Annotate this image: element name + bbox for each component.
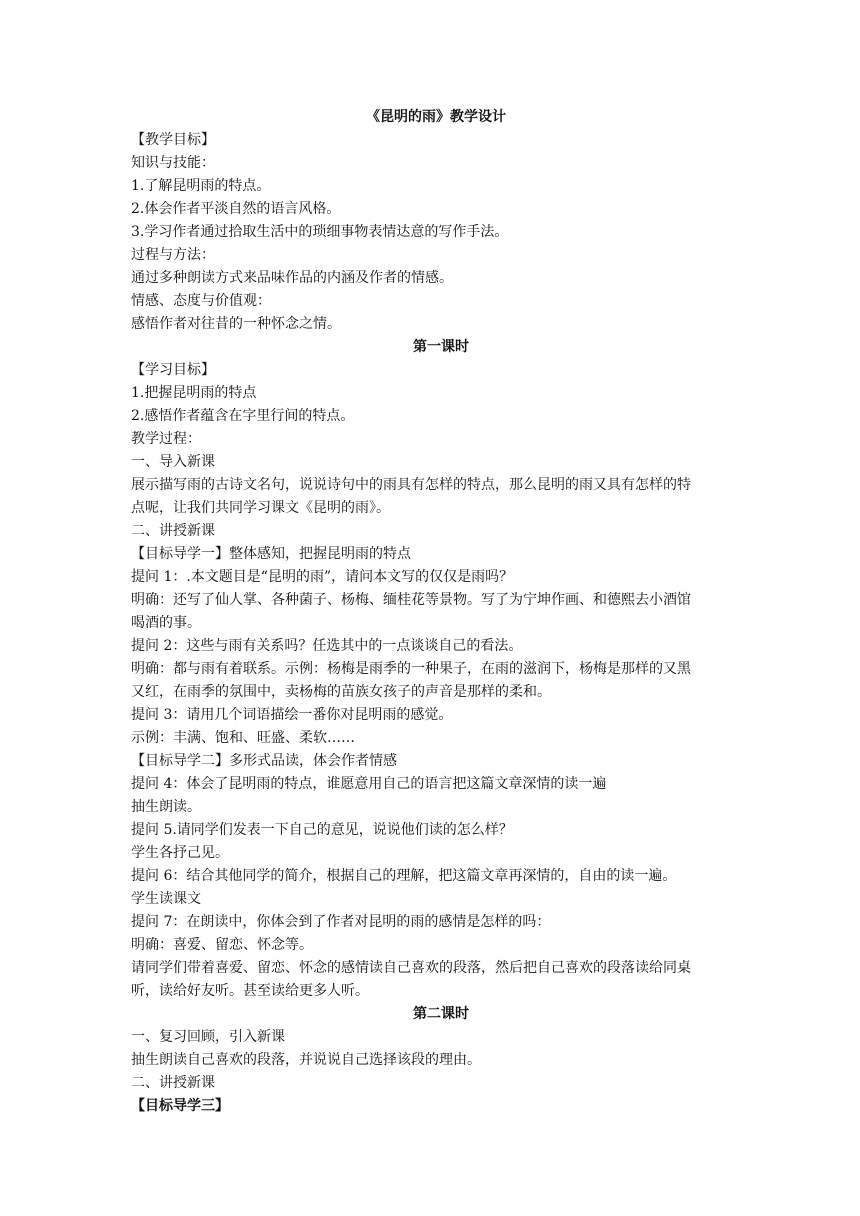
emotion-heading: 情感、态度与价值观： <box>131 293 271 309</box>
lesson1-part1-text-line1: 展示描写雨的古诗文名句，说说诗句中的雨具有怎样的特点，那么昆明的雨又具有怎样的特 <box>131 477 691 493</box>
answer-2-line2: 又红，在雨季的氛围中，卖杨梅的苗族女孩子的声音是那样的柔和。 <box>131 684 551 700</box>
answer-7: 明确：喜爱、留恋、怀念等。 <box>131 937 313 953</box>
lesson1-part1-text-line2: 点呢，让我们共同学习课文《昆明的雨》。 <box>131 500 390 516</box>
question-4: 提问 4：体会了昆明雨的特点，谁愿意用自己的语言把这篇文章深情的读一遍 <box>131 776 607 792</box>
objectives-heading: 【教学目标】 <box>131 132 215 148</box>
question-6: 提问 6：结合其他同学的简介，根据自己的理解，把这篇文章再深情的，自由的读一遍。 <box>131 868 677 884</box>
lesson1-process-heading: 教学过程： <box>131 431 201 447</box>
answer-1-line2: 喝酒的事。 <box>131 615 201 631</box>
knowledge-item-1: 1.了解昆明雨的特点。 <box>131 178 271 194</box>
question-2: 提问 2：这些与雨有关系吗？任选其中的一点谈谈自己的看法。 <box>131 638 523 654</box>
lesson1-part2-heading: 二、讲授新课 <box>131 523 215 539</box>
reading-instruction-line2: 听，读给好友听。甚至读给更多人听。 <box>131 983 369 999</box>
lesson2-part1-text: 抽生朗读自己喜欢的段落，并说说自己选择该段的理由。 <box>131 1052 481 1068</box>
knowledge-item-3: 3.学习作者通过拾取生活中的琐细事物表情达意的写作手法。 <box>131 224 509 240</box>
reading-instruction-line1: 请同学们带着喜爱、留恋、怀念的感情读自己喜欢的段落，然后把自己喜欢的段落读给同桌 <box>131 960 691 976</box>
answer-1-line1: 明确：还写了仙人掌、各种菌子、杨梅、缅桂花等景物。写了为宁坤作画、和德熙去小酒馆 <box>131 592 691 608</box>
emotion-text: 感悟作者对往昔的一种怀念之情。 <box>131 316 341 332</box>
answer-2-line1: 明确：都与雨有着联系。示例：杨梅是雨季的一种果子，在雨的滋润下，杨梅是那样的又黑 <box>131 661 691 677</box>
lesson2-part1-heading: 一、复习回顾，引入新课 <box>131 1029 285 1045</box>
lesson1-part1-heading: 一、导入新课 <box>131 454 215 470</box>
lesson2-part2-heading: 二、讲授新课 <box>131 1075 215 1091</box>
document-title: 《昆明的雨》教学设计 <box>366 109 506 125</box>
lesson1-heading: 第一课时 <box>413 339 469 355</box>
knowledge-item-2: 2.体会作者平淡自然的语言风格。 <box>131 201 341 217</box>
lesson1-goal-1: 1.把握昆明雨的特点 <box>131 385 257 401</box>
lesson1-goals-heading: 【学习目标】 <box>131 362 215 378</box>
answer-5: 学生各抒己见。 <box>131 845 229 861</box>
question-5: 提问 5.请同学们发表一下自己的意见，说说他们读的怎么样？ <box>131 822 513 838</box>
answer-4: 抽生朗读。 <box>131 799 201 815</box>
question-7: 提问 7：在朗读中，你体会到了作者对昆明的雨的感情是怎样的吗： <box>131 914 551 930</box>
question-3: 提问 3：请用几个词语描绘一番你对昆明雨的感觉。 <box>131 707 453 723</box>
answer-6: 学生读课文 <box>131 891 201 907</box>
guide-1-heading: 【目标导学一】整体感知，把握昆明雨的特点 <box>131 546 411 562</box>
lesson1-goal-2: 2.感悟作者蕴含在字里行间的特点。 <box>131 408 355 424</box>
process-text: 通过多种朗读方式来品味作品的内涵及作者的情感。 <box>131 270 453 286</box>
answer-3: 示例：丰满、饱和、旺盛、柔软…… <box>131 730 355 746</box>
question-1: 提问 1：.本文题目是“昆明的雨”，请问本文写的仅仅是雨吗？ <box>131 569 514 585</box>
lesson2-heading: 第二课时 <box>413 1006 469 1022</box>
guide-3-heading: 【目标导学三】 <box>131 1098 229 1114</box>
process-heading: 过程与方法： <box>131 247 215 263</box>
knowledge-heading: 知识与技能： <box>131 155 215 171</box>
document-page <box>131 106 731 1118</box>
guide-2-heading: 【目标导学二】多形式品读，体会作者情感 <box>131 753 397 769</box>
